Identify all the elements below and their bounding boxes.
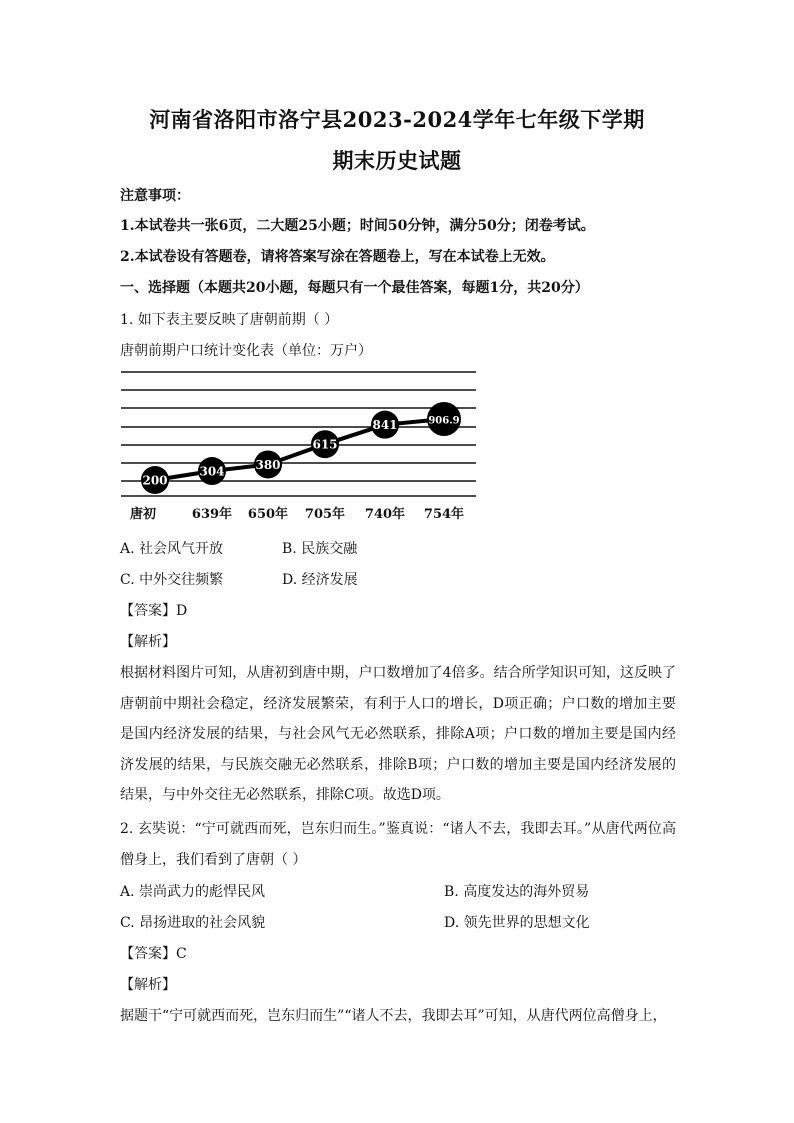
q2-option-b: B. 高度发达的海外贸易 [444, 884, 590, 900]
question-1-stem: 1. 如下表主要反映了唐朝前期（ ） [120, 312, 339, 328]
q1-option-d: D. 经济发展 [282, 572, 358, 588]
notice-heading: 注意事项： [120, 188, 190, 204]
x-tick-label: 639年 [191, 507, 233, 522]
q1-option-b: B. 民族交融 [282, 541, 358, 557]
q1-option-c: C. 中外交往频繁 [120, 572, 224, 588]
q2-answer: 【答案】C [120, 946, 187, 962]
notice-item-1: 1.本试卷共一张6页，二大题25小题；时间50分钟，满分50分；闭卷考试。 [120, 218, 595, 234]
q1-answer: 【答案】D [120, 603, 188, 619]
q2-option-c: C. 昂扬进取的社会风貌 [120, 915, 266, 931]
q2-analysis-text: 据题干“宁可就西而死，岂东归而生”“诸人不去，我即去耳”可知，从唐代两位高僧身上， [120, 1008, 667, 1024]
section-heading-choice: 一、选择题（本题共20小题，每题只有一个最佳答案，每题1分，共20分） [120, 280, 589, 296]
notice-item-2: 2.本试卷设有答题卷，请将答案写涂在答题卷上，写在本试卷上无效。 [120, 249, 555, 265]
q2-option-d: D. 领先世界的思想文化 [444, 915, 590, 931]
q1-option-a: A. 社会风气开放 [120, 541, 224, 557]
q1-analysis-text: 根据材料图片可知，从唐初到唐中期，户口数增加了4倍多。结合所学知识可知，这反映了唐朝前中期社会稳定，经济发展繁荣，有利于人口的增长，D项正确；户口数的增加主要是国内经济发展的结果，与社会风气无必然联系，排除A项；户口数的增加主要是国内经济发展的结果，与民族交融无必然联系，排除B项；户口数的增加主要是国内经济发展的结果，与中外交往无必然联系，排除C项。故选D项。 [120, 665, 676, 803]
doc-title-line2: 期末历史试题 [332, 148, 462, 173]
x-tick-label: 650年 [247, 507, 289, 522]
household-line-chart [118, 362, 480, 524]
x-tick-label: 705年 [304, 507, 346, 522]
table-caption: 唐朝前期户口统计变化表（单位：万户） [120, 343, 372, 359]
x-tick-label: 唐初 [129, 507, 157, 522]
x-tick-label: 754年 [423, 507, 465, 522]
q2-analysis-label: 【解析】 [120, 977, 176, 993]
data-label: 841 [372, 418, 398, 433]
data-label: 304 [199, 464, 225, 479]
question-2-stem: 2. 玄奘说：“宁可就西而死，岂东归而生。”鉴真说：“诸人不去，我即去耳。”从唐代两位高僧身上，我们看到了唐朝（ ） [120, 821, 676, 868]
data-label: 906.9 [428, 415, 460, 427]
x-tick-label: 740年 [364, 507, 406, 522]
doc-title-line1: 河南省洛阳市洛宁县2023-2024学年七年级下学期 [149, 107, 645, 132]
data-label: 380 [255, 457, 281, 472]
data-label: 200 [142, 473, 168, 488]
q2-option-a: A. 崇尚武力的彪悍民风 [120, 884, 266, 900]
data-label: 615 [312, 437, 338, 452]
q1-analysis-label: 【解析】 [120, 634, 176, 650]
